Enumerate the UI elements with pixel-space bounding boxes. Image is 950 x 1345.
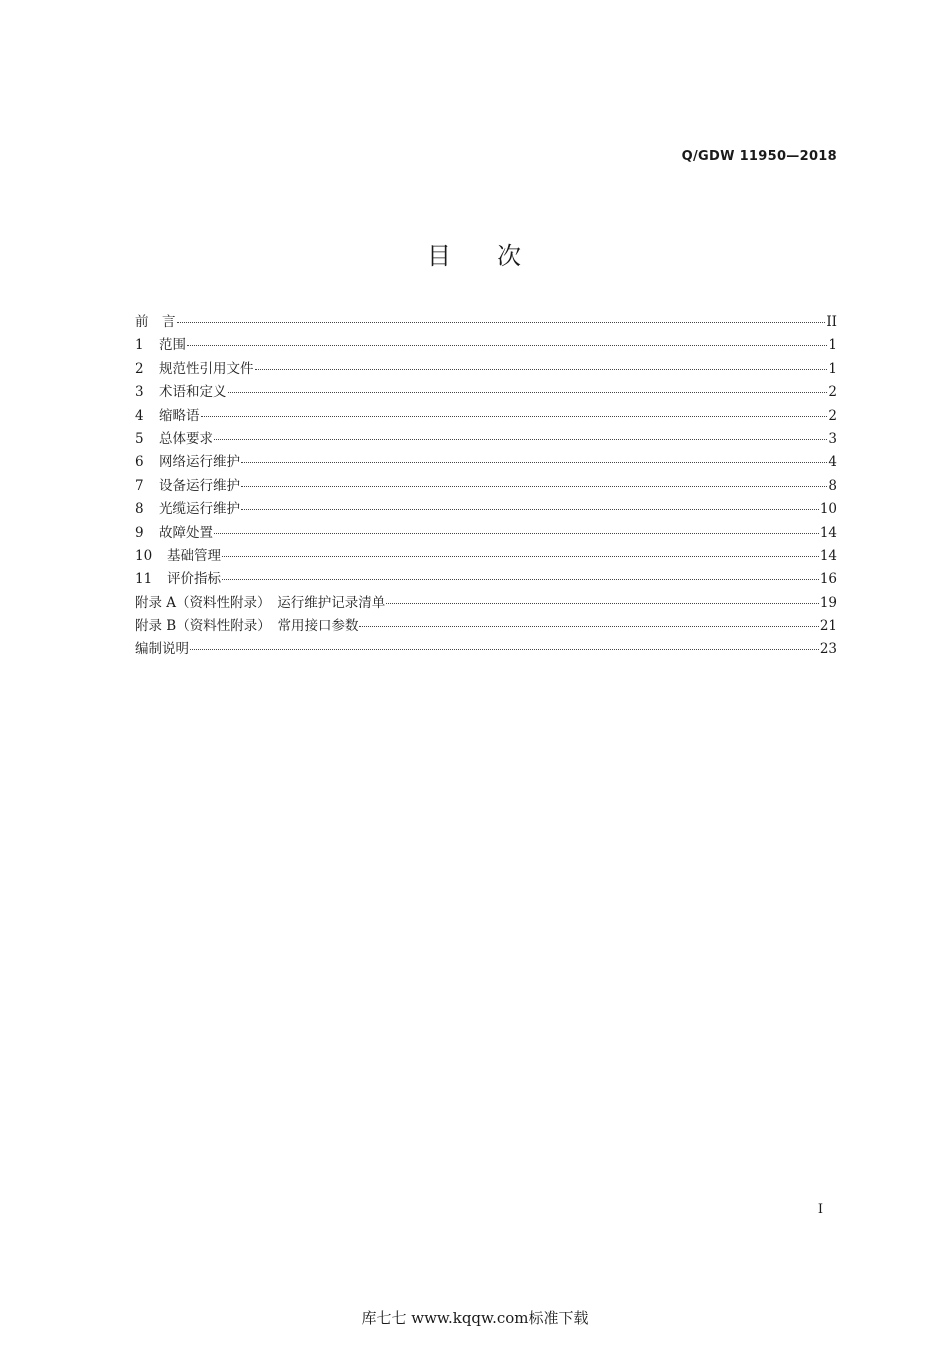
toc-entry-number: 7 (135, 477, 144, 494)
toc-title-char-1: 目 (427, 242, 453, 270)
toc-entry-text: 光缆运行维护 (159, 501, 240, 518)
toc-entry-number: 5 (135, 430, 144, 447)
toc-entry-number: 9 (135, 524, 144, 541)
toc-leader-dots (228, 388, 828, 393)
toc-entry-page: 14 (819, 524, 837, 541)
toc-entry-9[interactable] (135, 521, 837, 544)
toc-entry-number: 3 (135, 384, 144, 401)
toc-entry-7[interactable] (135, 474, 837, 497)
toc-entry-number: 6 (135, 454, 144, 471)
footer-watermark: 库七七 www.kqqw.com标准下载 (361, 1309, 589, 1327)
toc-leader-dots (241, 458, 827, 463)
toc-leader-dots (222, 575, 819, 580)
toc-entry-text: 范围 (159, 337, 186, 354)
toc-entry-10[interactable] (135, 544, 837, 567)
toc-leader-dots (201, 412, 828, 417)
toc-entry-6[interactable] (135, 450, 837, 473)
toc-entry-page: 1 (828, 337, 837, 354)
table-of-contents (135, 310, 837, 661)
toc-entry-page: 2 (828, 384, 837, 401)
toc-entry-text: 附录 A（资料性附录） 运行维护记录清单 (135, 594, 386, 611)
toc-leader-dots (241, 505, 819, 510)
toc-entry-page: 8 (828, 477, 837, 494)
toc-entry-page: 2 (828, 407, 837, 424)
toc-entry-foreword[interactable] (135, 310, 837, 333)
toc-entry-4[interactable] (135, 404, 837, 427)
toc-leader-dots (359, 622, 818, 627)
toc-leader-dots (386, 599, 819, 604)
toc-entry-number: 1 (135, 337, 144, 354)
toc-entry-page: 16 (819, 571, 837, 588)
toc-entry-5[interactable] (135, 427, 837, 450)
toc-leader-dots (222, 552, 819, 557)
toc-entry-text: 总体要求 (159, 430, 213, 447)
toc-entry-page: 14 (819, 547, 837, 564)
toc-entry-page: 10 (819, 501, 837, 518)
toc-leader-dots (190, 645, 819, 650)
toc-entry-page: 4 (828, 454, 837, 471)
toc-entry-page: 1 (828, 360, 837, 377)
toc-entry-text: 设备运行维护 (159, 477, 240, 494)
toc-entry-11[interactable] (135, 567, 837, 590)
toc-entry-number: 2 (135, 360, 144, 377)
toc-entry-text: 故障处置 (159, 524, 213, 541)
toc-leader-dots (214, 529, 819, 534)
toc-entry-number: 11 (135, 571, 153, 588)
toc-entry-page: 3 (828, 430, 837, 447)
toc-entry-1[interactable] (135, 333, 837, 356)
toc-entry-text: 评价指标 (167, 571, 221, 588)
toc-entry-page: II (826, 314, 837, 330)
document-code: Q/GDW 11950—2018 (681, 149, 837, 164)
toc-entry-text: 前 言 (135, 314, 176, 330)
toc-leader-dots (241, 482, 827, 487)
toc-entry-2[interactable] (135, 357, 837, 380)
toc-entry-page: 21 (819, 618, 837, 635)
toc-entry-text: 术语和定义 (159, 384, 227, 401)
toc-entry-3[interactable] (135, 380, 837, 403)
toc-leader-dots (214, 435, 827, 440)
toc-leader-dots (187, 341, 827, 346)
toc-leader-dots (255, 365, 828, 370)
toc-entry-text: 缩略语 (159, 407, 200, 424)
toc-entry-text: 附录 B（资料性附录） 常用接口参数 (135, 618, 359, 635)
toc-title-char-2: 次 (497, 242, 523, 270)
page-number: I (817, 1202, 823, 1217)
toc-entry-page: 19 (819, 594, 837, 611)
toc-entry-8[interactable] (135, 497, 837, 520)
toc-entry-text: 网络运行维护 (159, 454, 240, 471)
toc-entry-explanation[interactable] (135, 637, 837, 660)
toc-entry-number: 4 (135, 407, 144, 424)
toc-entry-appendix-a[interactable] (135, 591, 837, 614)
toc-entry-text: 基础管理 (167, 547, 221, 564)
toc-title (0, 236, 950, 271)
toc-leader-dots (177, 318, 826, 323)
toc-entry-text: 规范性引用文件 (159, 360, 254, 377)
toc-entry-text: 编制说明 (135, 641, 189, 658)
toc-entry-number: 8 (135, 501, 144, 518)
toc-entry-page: 23 (819, 641, 837, 658)
toc-entry-appendix-b[interactable] (135, 614, 837, 637)
toc-entry-number: 10 (135, 547, 153, 564)
